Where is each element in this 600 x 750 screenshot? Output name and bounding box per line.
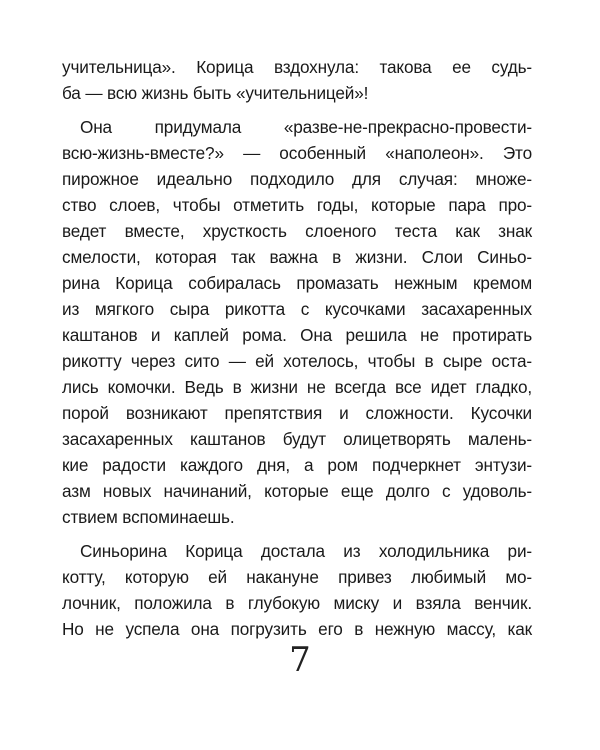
text-line: ведет вместе, хрусткость слоеного теста как знак <box>62 221 532 241</box>
paragraph-start-line: Она придумала «разве-не-прекрасно-провести- <box>80 117 532 137</box>
text-line: лись комочки. Ведь в жизни не всегда все идет гладко, <box>62 377 532 397</box>
text-line: всю-жизнь-вместе?» — особенный «наполеон». Это <box>62 143 532 163</box>
text-line: порой возникают препятствия и сложности. Кусочки <box>62 403 532 423</box>
text-line: каштанов и каплей рома. Она решила не протирать <box>62 325 532 345</box>
text-line: азм новых начинаний, которые еще долго с удоволь- <box>62 481 532 501</box>
text-line: учительница». Корица вздохнула: такова ее судь- <box>62 57 532 77</box>
text-line: Но не успела она погрузить его в нежную массу, как <box>62 619 532 639</box>
text-line: ствием вспоминаешь. <box>62 507 235 527</box>
text-line: из мягкого сыра рикотта с кусочками засахаренных <box>62 299 532 319</box>
paragraph-start-line: Синьорина Корица достала из холодильника ри- <box>80 541 532 561</box>
text-line: ба — всю жизнь быть «учительницей»! <box>62 83 369 103</box>
text-line: котту, которую ей накануне привез любимый мо- <box>62 567 532 587</box>
text-line: засахаренных каштанов будут олицетворять малень- <box>62 429 532 449</box>
text-line: пирожное идеально подходило для случая: множе- <box>62 169 532 189</box>
text-line: смелости, которая так важна в жизни. Слои Синьо- <box>62 247 532 267</box>
text-line: кие радости каждого дня, а ром подчеркнет энтузи- <box>62 455 532 475</box>
page-number: 7 <box>289 640 311 680</box>
text-line: лочник, положила в глубокую миску и взяла венчик. <box>62 593 532 613</box>
text-line: рина Корица собиралась промазать нежным кремом <box>62 273 532 293</box>
text-line: ство слоев, чтобы отметить годы, которые пара про- <box>62 195 532 215</box>
text-line: рикотту через сито — ей хотелось, чтобы в сыре оста- <box>62 351 532 371</box>
